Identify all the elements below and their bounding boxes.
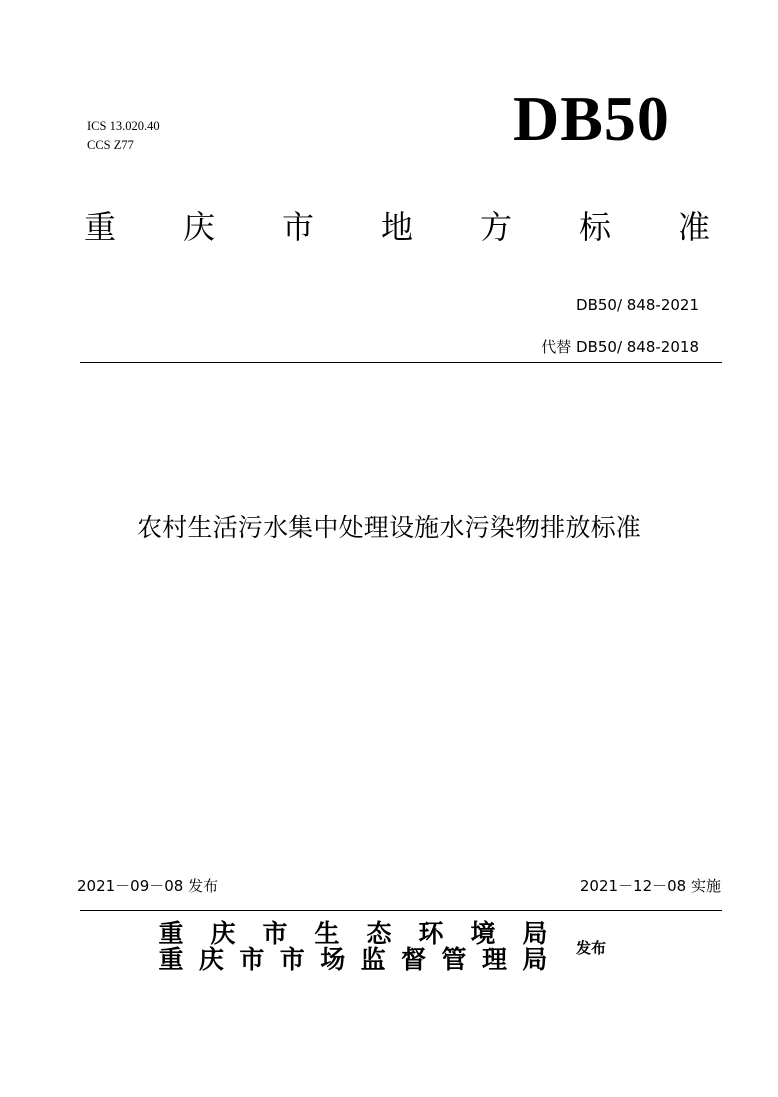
- issuer-market-bureau: [157, 946, 549, 974]
- issuer-char: 市: [239, 945, 265, 974]
- implementation-date: 2021－12－08 实施: [579, 877, 721, 895]
- issuer-char: 态: [366, 919, 392, 948]
- issuer-char: 局: [522, 945, 548, 974]
- classification-codes: [87, 117, 160, 155]
- issuer-char: 重: [158, 945, 184, 974]
- issuer-char: 督: [401, 945, 427, 974]
- standard-title-char: 重: [83, 208, 116, 246]
- issuer-char: 监: [360, 945, 386, 974]
- db50-logo: DB50: [513, 83, 670, 154]
- standard-number: DB50/ 848-2021: [576, 296, 699, 314]
- replaces-standard: 代替 DB50/ 848-2018: [541, 338, 699, 356]
- issuer-char: 局: [522, 919, 548, 948]
- bottom-divider: [80, 910, 722, 911]
- ics-code: ICS 13.020.40: [87, 119, 160, 133]
- issuer-char: 场: [320, 945, 346, 974]
- standard-category-title: [82, 205, 712, 249]
- publish-date: 2021－09－08 发布: [77, 877, 219, 895]
- standard-title-char: 标: [578, 208, 611, 246]
- ccs-code: CCS Z77: [87, 138, 134, 152]
- top-divider: [80, 362, 722, 363]
- publish-label: 发布: [576, 939, 607, 957]
- standard-title-char: 准: [677, 208, 710, 246]
- issuer-char: 市: [262, 919, 288, 948]
- issuer-char: 生: [314, 919, 340, 948]
- issuer-char: 重: [158, 919, 184, 948]
- standard-title-char: 地: [380, 208, 413, 246]
- issuer-char: 市: [279, 945, 305, 974]
- issuer-char: 境: [470, 919, 496, 948]
- standard-title-char: 市: [281, 208, 314, 246]
- issuer-char: 环: [418, 919, 444, 948]
- issuer-char: 庆: [198, 945, 224, 974]
- issuer-char: 管: [441, 945, 467, 974]
- issuer-char: 庆: [210, 919, 236, 948]
- standard-title-char: 庆: [182, 208, 215, 246]
- issuer-char: 理: [481, 945, 507, 974]
- standard-title-char: 方: [479, 208, 512, 246]
- issuer-ecology-bureau: [157, 920, 549, 948]
- document-title: 农村生活污水集中处理设施水污染物排放标准: [136, 513, 641, 542]
